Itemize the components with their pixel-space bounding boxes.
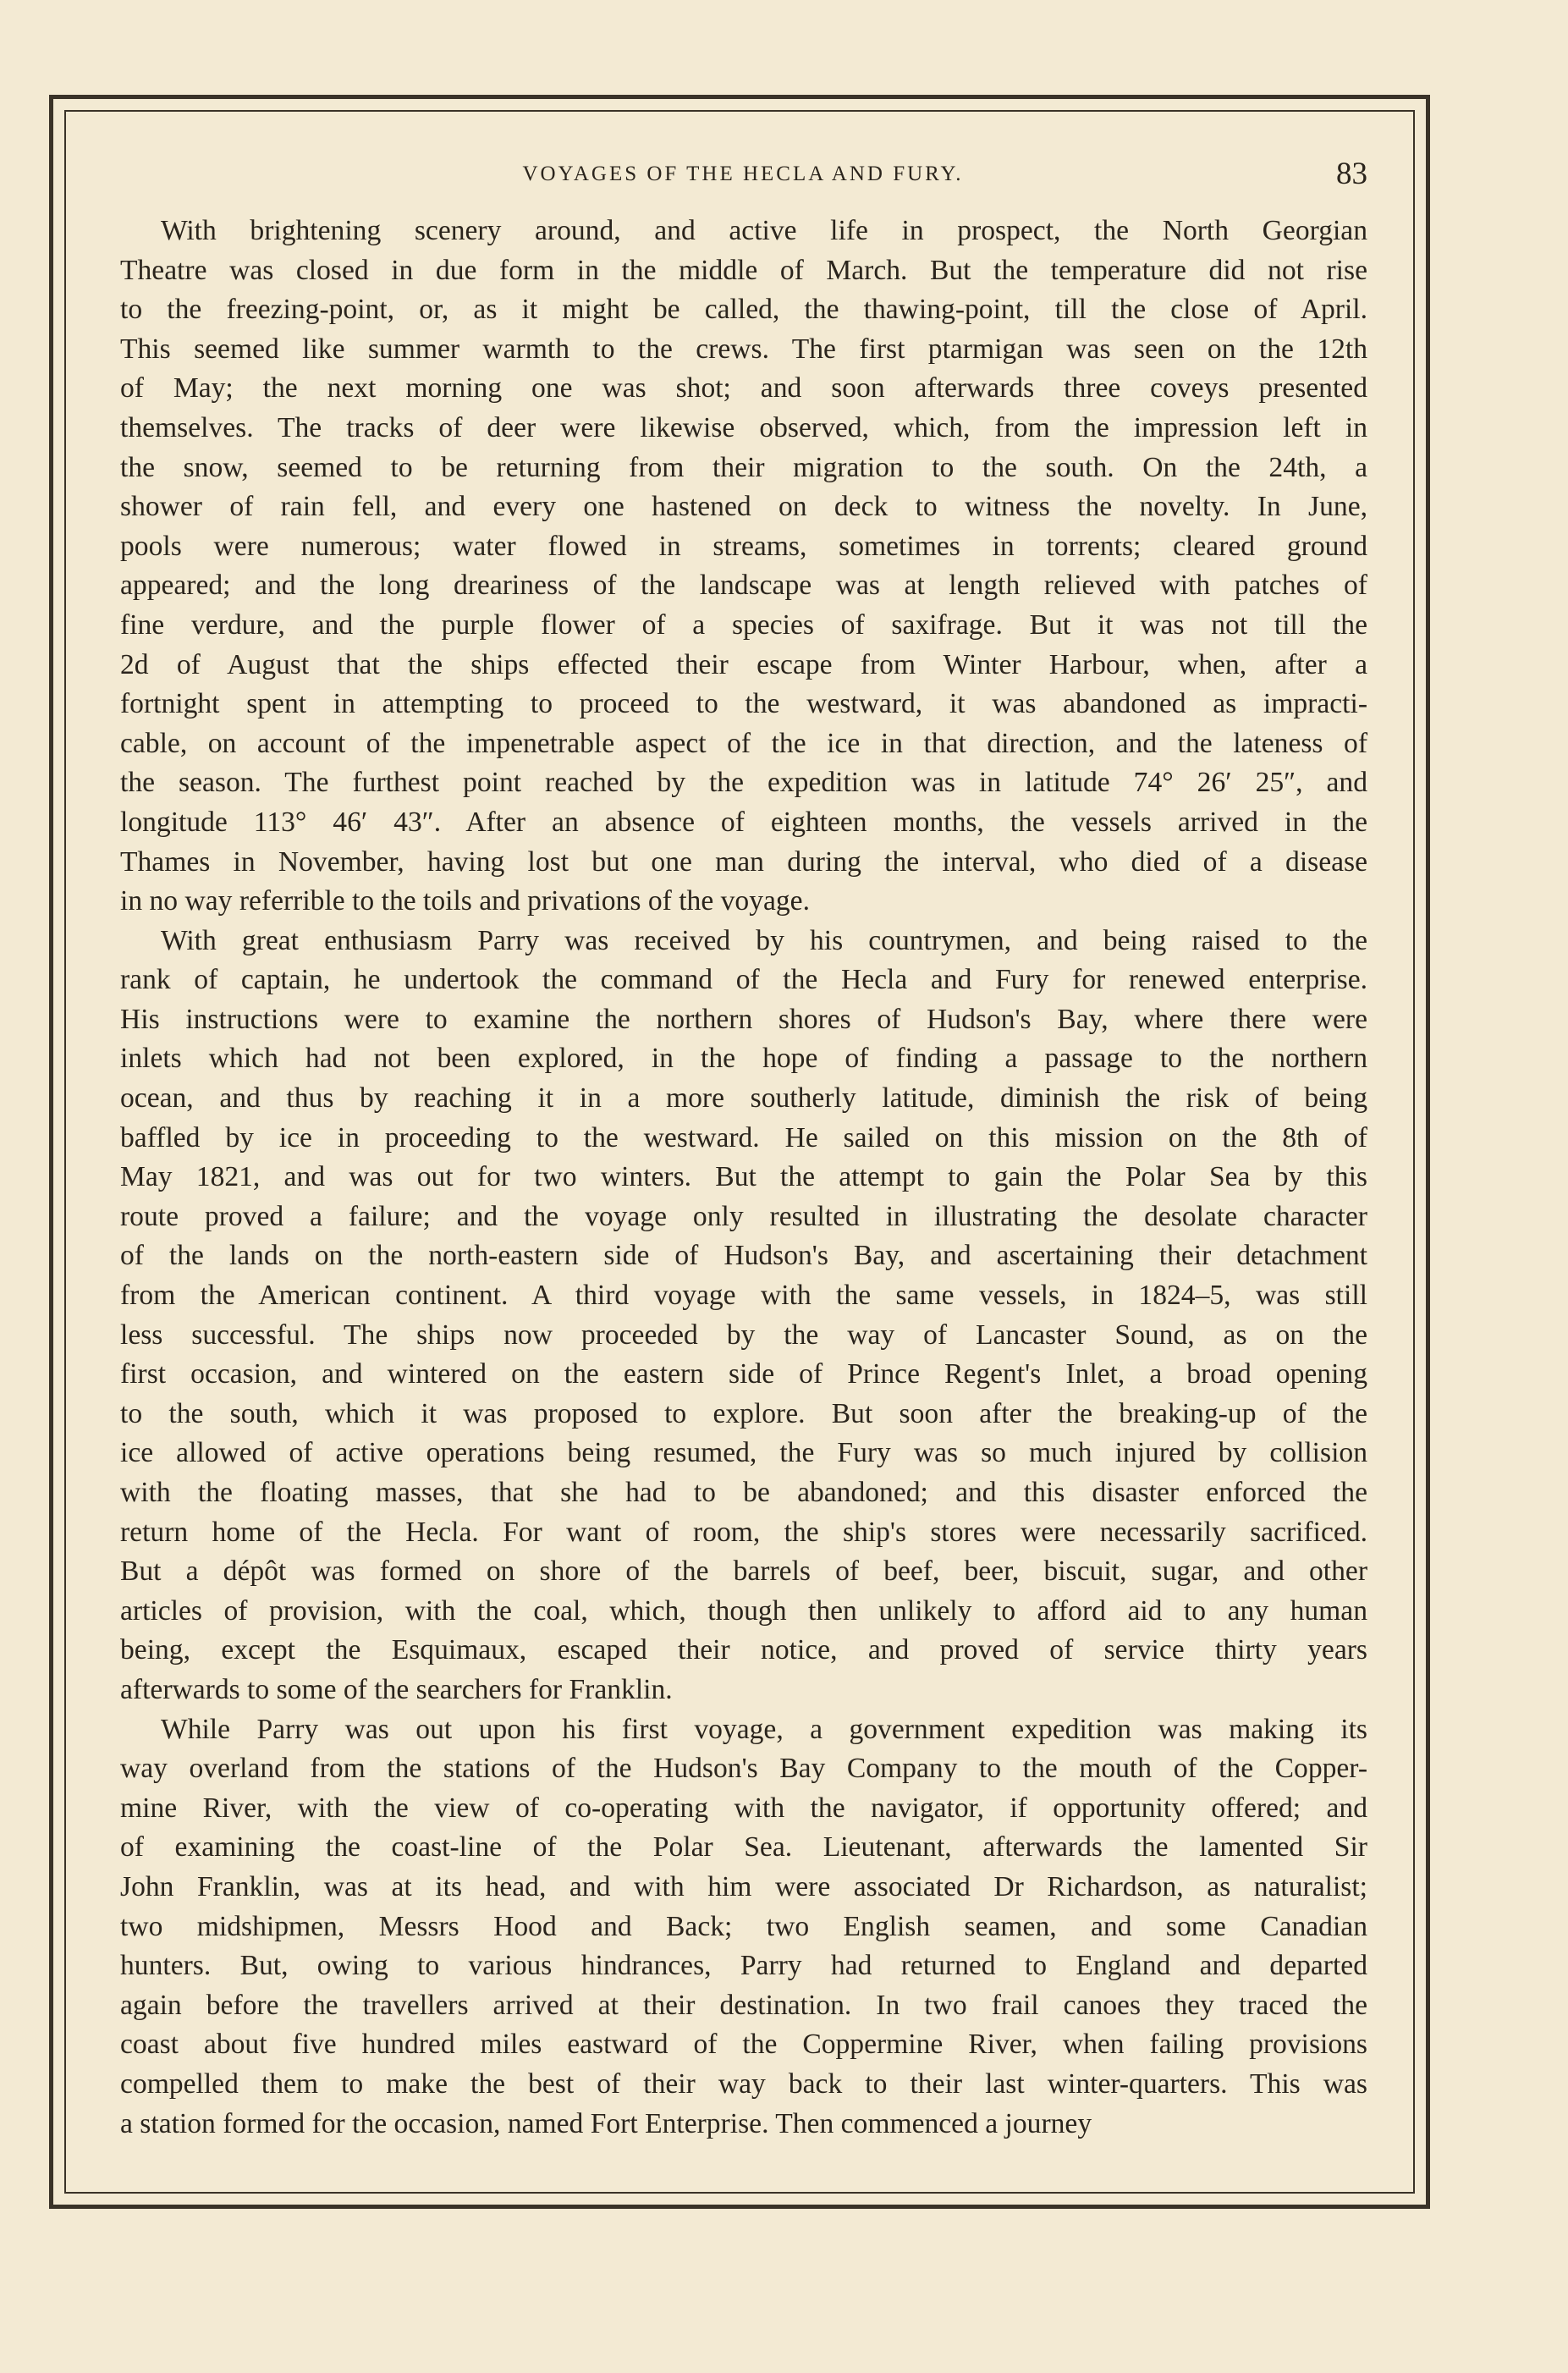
text-line: again before the travellers arrived at their destination. In two frail canoes they traced the	[120, 1989, 1367, 2021]
text-line: route proved a failure; and the voyage only resulted in illustrating the desolate character	[120, 1200, 1367, 1232]
text-line: appeared; and the long dreariness of the landscape was at length relieved with patches of	[120, 570, 1367, 602]
text-line: coast about five hundred miles eastward of the Coppermine River, when failing provisions	[120, 2029, 1367, 2061]
text-line: less successful. The ships now proceeded by the way of Lancaster Sound, as on the	[120, 1319, 1367, 1351]
text-line: of the lands on the north-eastern side of Hudson's Bay, and ascertaining their detachment	[120, 1240, 1367, 1272]
text-line: hunters. But, owing to various hindrances, Parry had returned to England and departed	[120, 1950, 1367, 1982]
text-line: longitude 113° 46′ 43″. After an absence of eighteen months, the vessels arrived in the	[120, 806, 1367, 838]
text-line: baffled by ice in proceeding to the westward. He sailed on this mission on the 8th of	[120, 1121, 1367, 1153]
text-line: While Parry was out upon his first voyage, a government expedition was making its	[161, 1713, 1367, 1745]
text-line: mine River, with the view of co-operating with the navigator, if opportunity offered; and	[120, 1792, 1367, 1824]
text-line: May 1821, and was out for two winters. But the attempt to gain the Polar Sea by this	[120, 1161, 1367, 1193]
text-line: of May; the next morning one was shot; and soon afterwards three coveys presented	[120, 372, 1367, 405]
page-header	[118, 156, 1367, 190]
text-line: shower of rain fell, and every one hastened on deck to witness the novelty. In June,	[120, 491, 1367, 523]
text-line: with the floating masses, that she had to be abandoned; and this disaster enforced the	[120, 1477, 1367, 1508]
page-number: 83	[1336, 157, 1367, 191]
text-line: inlets which had not been explored, in the hope of finding a passage to the northern	[120, 1043, 1367, 1075]
text-line: to the south, which it was proposed to explore. But soon after the breaking-up of the	[120, 1397, 1367, 1429]
text-line: But a dépôt was formed on shore of the barrels of beef, beer, biscuit, sugar, and other	[120, 1555, 1367, 1588]
text-line: return home of the Hecla. For want of room, the ship's stores were necessarily sacrificed.	[120, 1516, 1367, 1548]
text-line: compelled them to make the best of their way back to their last winter-quarters. This was	[120, 2067, 1367, 2100]
text-line: ice allowed of active operations being resumed, the Fury was so much injured by collision	[120, 1437, 1367, 1469]
text-line: way overland from the stations of the Hudson's Bay Company to the mouth of the Copper-	[120, 1753, 1367, 1785]
text-line: Theatre was closed in due form in the middle of March. But the temperature did not rise	[120, 254, 1367, 286]
text-line: pools were numerous; water flowed in streams, sometimes in torrents; cleared ground	[120, 530, 1367, 562]
text-line: With great enthusiasm Parry was received by his countrymen, and being raised to the	[161, 924, 1367, 956]
paragraph	[120, 1710, 1367, 2145]
text-line: themselves. The tracks of deer were likewise observed, which, from the impression left in	[120, 411, 1367, 443]
text-line: Thames in November, having lost but one man during the interval, who died of a disease	[120, 845, 1367, 878]
text-line: fortnight spent in attempting to proceed to the westward, it was abandoned as impracti-	[120, 688, 1367, 720]
paragraph	[120, 212, 1367, 922]
text-line: ocean, and thus by reaching it in a more southerly latitude, diminish the risk of being	[120, 1082, 1367, 1115]
body-text	[120, 212, 1367, 2144]
text-line: rank of captain, he undertook the command of the Hecla and Fury for renewed enterprise.	[120, 964, 1367, 996]
text-line: This seemed like summer warmth to the crews. The first ptarmigan was seen on the 12th	[120, 333, 1367, 365]
text-line: two midshipmen, Messrs Hood and Back; two English seamen, and some Canadian	[120, 1910, 1367, 1942]
text-line: With brightening scenery around, and active life in prospect, the North Georgian	[161, 215, 1367, 246]
text-line: articles of provision, with the coal, which, though then unlikely to afford aid to any human	[120, 1594, 1367, 1627]
text-line: 2d of August that the ships effected their escape from Winter Harbour, when, after a	[120, 648, 1367, 680]
text-line: afterwards to some of the searchers for Franklin.	[120, 1673, 673, 1705]
text-line: from the American continent. A third voyage with the same vessels, in 1824–5, was still	[120, 1280, 1367, 1312]
text-line: fine verdure, and the purple flower of a species of saxifrage. But it was not till the	[120, 608, 1367, 641]
text-line: to the freezing-point, or, as it might be called, the thawing-point, till the close of April.	[120, 294, 1367, 326]
running-title: VOYAGES OF THE HECLA AND FURY.	[522, 162, 964, 185]
text-line: John Franklin, was at its head, and with him were associated Dr Richardson, as naturalist;	[120, 1870, 1367, 1902]
text-line: cable, on account of the impenetrable aspect of the ice in that direction, and the lateness of	[120, 727, 1367, 759]
text-line: in no way referrible to the toils and privations of the voyage.	[120, 885, 810, 917]
text-line: first occasion, and wintered on the eastern side of Prince Regent's Inlet, a broad opening	[120, 1358, 1367, 1390]
text-line: a station formed for the occasion, named Fort Enterprise. Then commenced a journey	[120, 2107, 1092, 2139]
text-line: His instructions were to examine the northern shores of Hudson's Bay, where there were	[120, 1003, 1367, 1035]
text-line: the snow, seemed to be returning from their migration to the south. On the 24th, a	[120, 451, 1367, 483]
paragraph	[120, 922, 1367, 1710]
text-line: the season. The furthest point reached by the expedition was in latitude 74° 26′ 25″, and	[120, 767, 1367, 799]
text-line: being, except the Esquimaux, escaped their notice, and proved of service thirty years	[120, 1634, 1367, 1666]
text-line: of examining the coast-line of the Polar Sea. Lieutenant, afterwards the lamented Sir	[120, 1831, 1367, 1864]
